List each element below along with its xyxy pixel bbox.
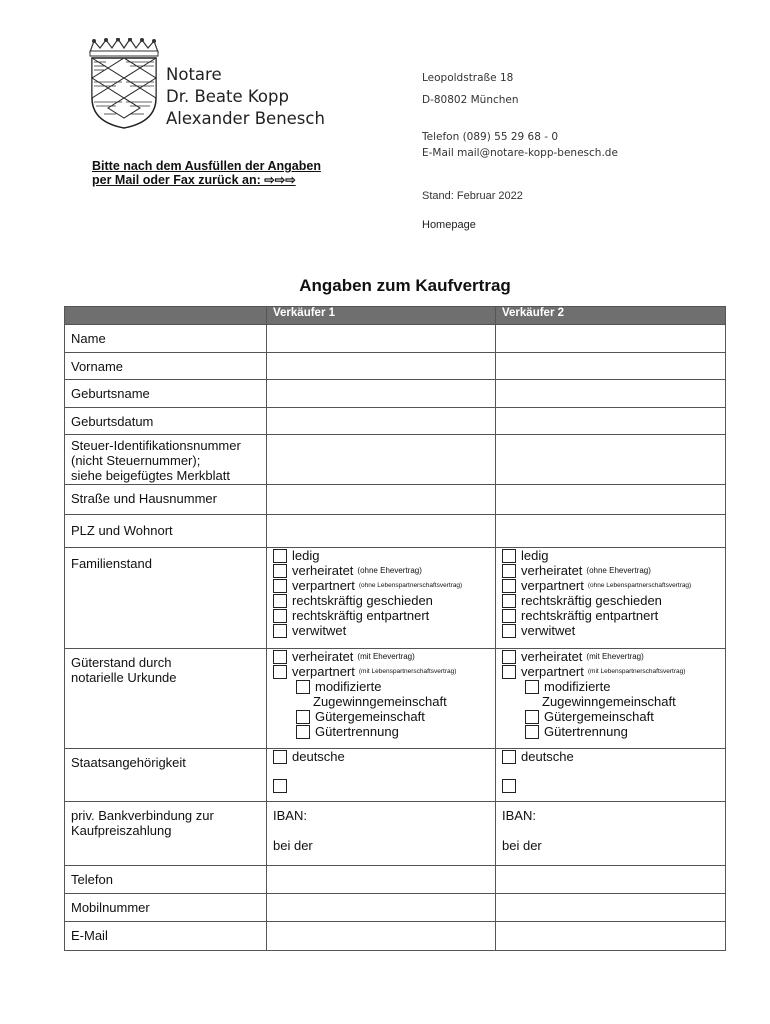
option-geschieden[interactable]: rechtskräftig geschieden: [502, 593, 719, 608]
option-ledig[interactable]: ledig: [273, 548, 489, 563]
row-label-name: Name: [65, 325, 267, 353]
seller2-mobil-field[interactable]: [496, 894, 726, 922]
option-guetertrennung[interactable]: Gütertrennung: [273, 724, 489, 739]
seller2-plz-field[interactable]: [496, 515, 726, 548]
seller2-steuer-id-field[interactable]: [496, 435, 726, 485]
contact-email: E-Mail mail@notare-kopp-benesch.de: [422, 147, 618, 159]
address-street: Leopoldstraße 18: [422, 72, 514, 84]
iban-label: IBAN:: [502, 808, 536, 823]
checkbox[interactable]: [502, 609, 516, 623]
contact-phone: Telefon (089) 55 29 68 - 0: [422, 131, 559, 143]
row-label-line: Steuer-Identifikationsnummer: [71, 438, 241, 453]
checkbox[interactable]: [502, 579, 516, 593]
checkbox[interactable]: [273, 594, 287, 608]
address-city: D-80802 München: [422, 94, 519, 106]
row-label-email: E-Mail: [65, 922, 267, 951]
table-row: [65, 515, 726, 548]
table-header-row: [65, 307, 726, 325]
seller2-name-field[interactable]: [496, 325, 726, 353]
row-label-bank: [65, 802, 267, 866]
checkbox[interactable]: [296, 680, 310, 694]
checkbox[interactable]: [502, 650, 516, 664]
option-guetergemeinschaft[interactable]: Gütergemeinschaft: [273, 709, 489, 724]
table-row: [65, 548, 726, 649]
checkbox[interactable]: [502, 779, 516, 793]
checkbox[interactable]: [525, 725, 539, 739]
checkbox[interactable]: [296, 710, 310, 724]
checkbox[interactable]: [296, 725, 310, 739]
checkbox[interactable]: [273, 624, 287, 638]
checkbox[interactable]: [273, 650, 287, 664]
seller2-familienstand-options: [496, 548, 726, 649]
table-row: [65, 408, 726, 435]
checkbox[interactable]: [273, 779, 287, 793]
header-seller-2: Verkäufer 2: [496, 307, 726, 325]
row-label-steuer-id: [65, 435, 267, 485]
option-modifizierte-zugewinn[interactable]: modifizierte: [502, 679, 719, 694]
iban-label: IBAN:: [273, 808, 307, 823]
row-label-line: Güterstand durch: [71, 655, 172, 670]
seller1-email-field[interactable]: [267, 922, 496, 951]
bank-name-label: bei der: [502, 838, 542, 853]
checkbox[interactable]: [502, 564, 516, 578]
checkbox[interactable]: [502, 624, 516, 638]
seller1-plz-field[interactable]: [267, 515, 496, 548]
seller1-telefon-field[interactable]: [267, 866, 496, 894]
seller1-vorname-field[interactable]: [267, 353, 496, 380]
option-verpartnert[interactable]: verpartnert (ohne Lebenspartnerschaftsvertrag): [273, 578, 489, 593]
option-verpartnert-vertrag[interactable]: verpartnert (mit Lebenspartnerschaftsvertrag): [273, 664, 489, 679]
option-guetertrennung[interactable]: Gütertrennung: [502, 724, 719, 739]
table-row: [65, 325, 726, 353]
return-instruction-line: Bitte nach dem Ausfüllen der Angaben: [92, 159, 321, 173]
return-instruction-line: per Mail oder Fax zurück an: ⇨⇨⇨: [92, 173, 296, 187]
seller1-bank-field[interactable]: [267, 802, 496, 866]
checkbox[interactable]: [273, 564, 287, 578]
row-label-line: priv. Bankverbindung zur: [71, 808, 214, 823]
seller2-geburtsdatum-field[interactable]: [496, 408, 726, 435]
row-label-vorname: Vorname: [65, 353, 267, 380]
table-row: [65, 894, 726, 922]
option-verwitwet[interactable]: verwitwet: [273, 623, 489, 638]
row-label-telefon: Telefon: [65, 866, 267, 894]
checkbox[interactable]: [502, 665, 516, 679]
row-label-mobil: Mobilnummer: [65, 894, 267, 922]
purchase-contract-form: [64, 306, 726, 951]
checkbox[interactable]: [273, 579, 287, 593]
table-row: [65, 802, 726, 866]
form-title: Angaben zum Kaufvertrag: [299, 276, 511, 295]
row-label-plz: PLZ und Wohnort: [65, 515, 267, 548]
table-row: [65, 922, 726, 951]
document-date: Stand: Februar 2022: [422, 190, 523, 202]
row-label-geburtsname: Geburtsname: [65, 380, 267, 408]
seller1-steuer-id-field[interactable]: [267, 435, 496, 485]
option-geschieden[interactable]: rechtskräftig geschieden: [273, 593, 489, 608]
option-entpartnert[interactable]: rechtskräftig entpartnert: [273, 608, 489, 623]
row-label-geburtsdatum: Geburtsdatum: [65, 408, 267, 435]
seller1-staat-options: [267, 749, 496, 802]
option-verheiratet[interactable]: verheiratet (ohne Ehevertrag): [273, 563, 489, 578]
seller1-gueterstand-options: [267, 649, 496, 749]
option-verwitwet[interactable]: verwitwet: [502, 623, 719, 638]
option-verheiratet-ehevertrag[interactable]: verheiratet (mit Ehevertrag): [502, 649, 719, 664]
table-row: [65, 485, 726, 515]
checkbox[interactable]: [502, 549, 516, 563]
header-seller-1: Verkäufer 1: [267, 307, 496, 325]
seller2-vorname-field[interactable]: [496, 353, 726, 380]
option-guetergemeinschaft[interactable]: Gütergemeinschaft: [502, 709, 719, 724]
checkbox[interactable]: [273, 609, 287, 623]
notary-names: [166, 64, 325, 130]
seller1-name-field[interactable]: [267, 325, 496, 353]
option-zugewinn-label: Zugewinngemeinschaft: [542, 694, 676, 709]
option-verheiratet-ehevertrag[interactable]: verheiratet (mit Ehevertrag): [273, 649, 489, 664]
option-other-nationality[interactable]: [273, 779, 489, 793]
row-label-line: Kaufpreiszahlung: [71, 823, 172, 838]
notary-name-line: Notare: [166, 65, 222, 84]
return-instruction: [92, 159, 321, 187]
option-entpartnert[interactable]: rechtskräftig entpartnert: [502, 608, 719, 623]
row-label-line: siehe beigefügtes Merkblatt: [71, 468, 230, 483]
checkbox[interactable]: [525, 710, 539, 724]
checkbox[interactable]: [273, 665, 287, 679]
table-row: [65, 435, 726, 485]
row-label-gueterstand: [65, 649, 267, 749]
row-label-line: (nicht Steuernummer);: [71, 453, 201, 468]
checkbox[interactable]: [525, 680, 539, 694]
seller2-gueterstand-options: [496, 649, 726, 749]
seller1-geburtsname-field[interactable]: [267, 380, 496, 408]
option-verpartnert[interactable]: verpartnert (ohne Lebenspartnerschaftsvertrag): [502, 578, 719, 593]
coat-of-arms-logo: [86, 38, 162, 130]
checkbox[interactable]: [502, 750, 516, 764]
option-deutsche[interactable]: deutsche: [273, 749, 489, 764]
homepage-link[interactable]: Homepage: [422, 219, 476, 231]
table-row: [65, 380, 726, 408]
option-zugewinn-label: Zugewinngemeinschaft: [313, 694, 447, 709]
seller1-mobil-field[interactable]: [267, 894, 496, 922]
seller1-strasse-field[interactable]: [267, 485, 496, 515]
seller1-familienstand-options: [267, 548, 496, 649]
table-row: [65, 649, 726, 749]
option-deutsche[interactable]: deutsche: [502, 749, 719, 764]
table-row: [65, 866, 726, 894]
option-modifizierte-zugewinn[interactable]: modifizierte: [273, 679, 489, 694]
option-verheiratet[interactable]: verheiratet (ohne Ehevertrag): [502, 563, 719, 578]
checkbox[interactable]: [502, 594, 516, 608]
notary-name-line: Dr. Beate Kopp: [166, 87, 289, 106]
seller1-geburtsdatum-field[interactable]: [267, 408, 496, 435]
seller2-strasse-field[interactable]: [496, 485, 726, 515]
seller2-staat-options: [496, 749, 726, 802]
header-blank: [65, 307, 267, 325]
row-label-strasse: Straße und Hausnummer: [65, 485, 267, 515]
row-label-staatsangehoerigkeit: Staatsangehörigkeit: [65, 749, 267, 802]
option-ledig[interactable]: ledig: [502, 548, 719, 563]
seller2-telefon-field[interactable]: [496, 866, 726, 894]
table-row: [65, 353, 726, 380]
checkbox[interactable]: [273, 750, 287, 764]
seller2-geburtsname-field[interactable]: [496, 380, 726, 408]
checkbox[interactable]: [273, 549, 287, 563]
seller2-email-field[interactable]: [496, 922, 726, 951]
row-label-familienstand: Familienstand: [65, 548, 267, 649]
row-label-line: notarielle Urkunde: [71, 670, 177, 685]
bank-name-label: bei der: [273, 838, 313, 853]
seller2-bank-field[interactable]: [496, 802, 726, 866]
option-verpartnert-vertrag[interactable]: verpartnert (mit Lebenspartnerschaftsvertrag): [502, 664, 719, 679]
table-row: [65, 749, 726, 802]
notary-name-line: Alexander Benesch: [166, 109, 325, 128]
option-other-nationality[interactable]: [502, 779, 719, 793]
